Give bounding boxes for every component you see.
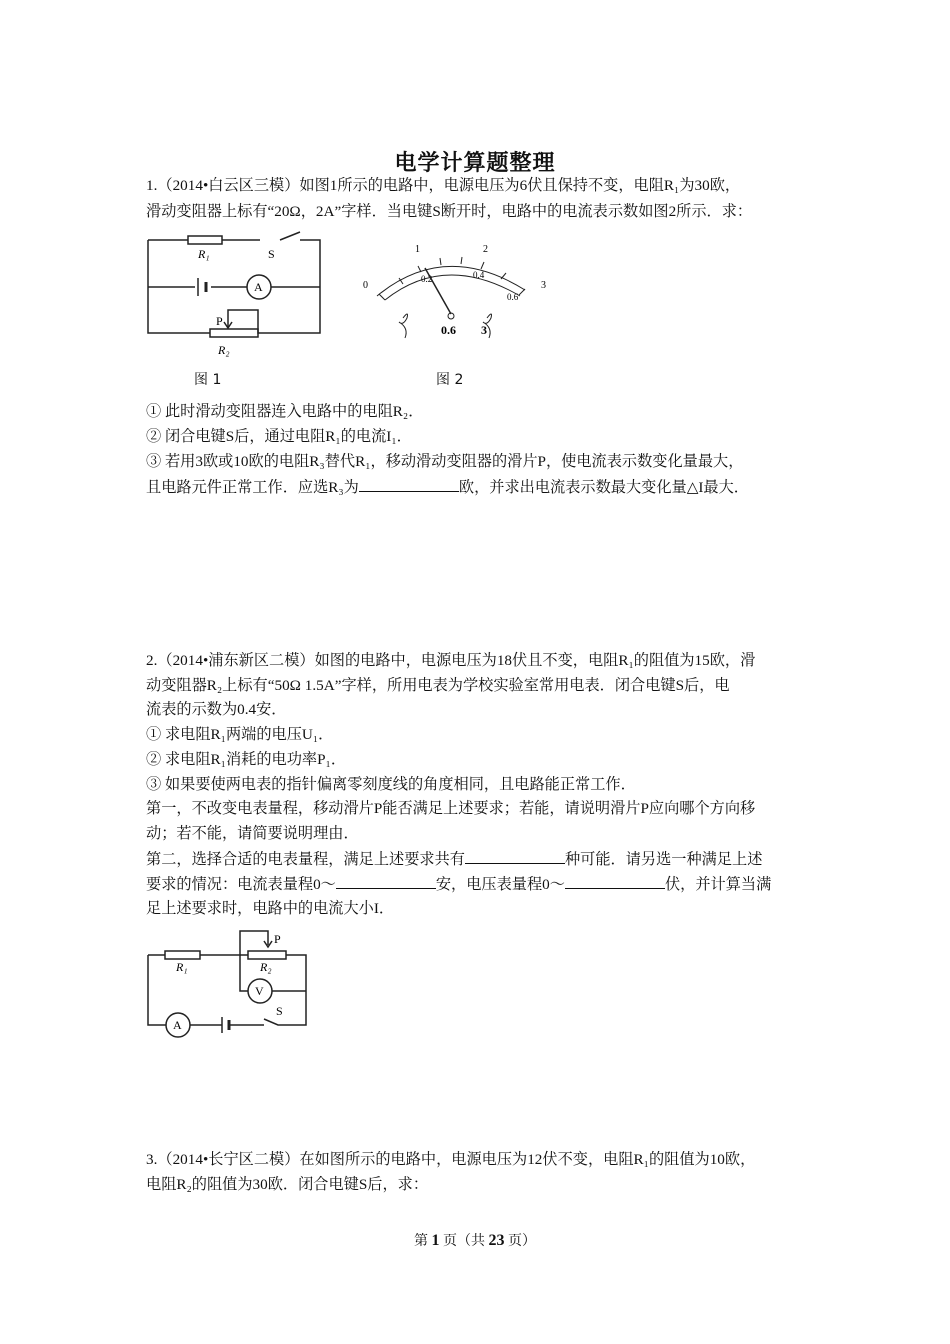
q1-sub-3-cont: 且电路元件正常工作．应选R₃为 欧，并求出电流表示数最大变化量△I最大．: [146, 479, 749, 496]
fig2-scale-06: 0.6: [507, 292, 519, 302]
answer-blank[interactable]: [336, 874, 436, 889]
q1-line-1: 1.（2014•白云区三模）如图1所示的电路中，电源电压为6伏且保持不变，电阻R₁为30欧，: [146, 177, 741, 194]
q2-fig-p-label: P: [274, 932, 281, 946]
q2-sub-1: ① 求电阻R₁两端的电压U₁．: [146, 726, 334, 743]
answer-blank[interactable]: [359, 477, 459, 492]
fig2-caption: 图 2: [436, 372, 464, 388]
total-pages: 23: [488, 1232, 505, 1249]
q2-fig-s-label: S: [276, 1004, 283, 1018]
fig1-a-label: A: [254, 280, 263, 294]
fig2-scale-02: 0.2: [421, 274, 433, 284]
fig2-tick-2: 2: [483, 244, 488, 255]
q1-figure-2-ammeter: [355, 238, 555, 348]
q2-line-11: 足上述要求时，电路中的电流大小I．: [146, 900, 395, 917]
fig2-tick-3: 3: [541, 280, 546, 291]
page-number: 1: [431, 1232, 440, 1249]
q2-fig-r2-label: R₂: [260, 960, 272, 974]
q2-line-3: 流表的示数为0.4安．: [146, 701, 287, 718]
q1-line-2: 滑动变阻器上标有“20Ω，2A”字样．当电键S断开时，电路中的电流表示数如图2所示．求：: [146, 203, 753, 220]
fig1-p-label: P: [216, 314, 223, 328]
page-title: 电学计算题整理: [394, 150, 556, 175]
fig2-scale-04: 0.4: [473, 270, 485, 280]
fig2-tick-1: 1: [415, 244, 420, 255]
q1-sub-2: ② 闭合电键S后，通过电阻R₁的电流I₁．: [146, 428, 412, 445]
q2-line-9: 第二，选择合适的电表量程，满足上述要求共有 种可能．请另选一种满足上述: [146, 851, 763, 868]
fig2-tick-0: 0: [363, 280, 368, 291]
q2-fig-a-label: A: [173, 1018, 182, 1032]
fig2-terminal-06: 0.6: [441, 323, 456, 337]
q2-line-1: 2.（2014•浦东新区二模）如图的电路中，电源电压为18伏且不变，电阻R₁的阻值为15欧，滑: [146, 652, 756, 669]
q2-fig-v-label: V: [255, 984, 264, 998]
q1-figure-1-circuit: [140, 230, 330, 360]
q1-sub-3: ③ 若用3欧或10欧的电阻R₃替代R₁，移动滑动变阻器的滑片P，使电流表示数变化量最大，: [146, 453, 744, 470]
q2-line-2: 动变阻器R₂上标有“50Ω 1.5A”字样，所用电表为学校实验室常用电表．闭合电键S后，电: [146, 677, 730, 694]
q3-line-2: 电阻R₂的阻值为30欧．闭合电键S后，求：: [146, 1176, 429, 1193]
fig1-r1-label: R₁: [198, 247, 210, 261]
q2-fig-r1-label: R₁: [176, 960, 188, 974]
q2-sub-2: ② 求电阻R₁消耗的电功率P₁．: [146, 751, 347, 768]
q1-sub-1: ① 此时滑动变阻器连入电路中的电阻R₂．: [146, 403, 424, 420]
q2-circuit-figure: [140, 925, 315, 1040]
answer-blank[interactable]: [465, 849, 565, 864]
q3-line-1: 3.（2014•长宁区二模）在如图所示的电路中，电源电压为12伏不变，电阻R₁的阻值为10欧，: [146, 1151, 756, 1168]
fig1-r2-label: R₂: [218, 343, 230, 357]
fig1-caption: 图 1: [194, 372, 222, 388]
answer-blank[interactable]: [565, 874, 665, 889]
q2-line-7: 第一，不改变电表量程，移动滑片P能否满足上述要求；若能，请说明滑片P应向哪个方向移: [146, 800, 756, 817]
fig2-terminal-3: 3: [481, 323, 487, 337]
fig1-s-label: S: [268, 247, 275, 261]
q2-line-10: 要求的情况：电流表量程0～ 安，电压表量程0～ 伏，并计算当满: [146, 876, 772, 893]
q2-sub-3: ③ 如果要使两电表的指针偏离零刻度线的角度相同，且电路能正常工作．: [146, 776, 636, 793]
q2-line-8: 动；若不能，请简要说明理由．: [146, 825, 359, 842]
page-footer: 第 1 页（共 23 页）: [414, 1232, 536, 1249]
